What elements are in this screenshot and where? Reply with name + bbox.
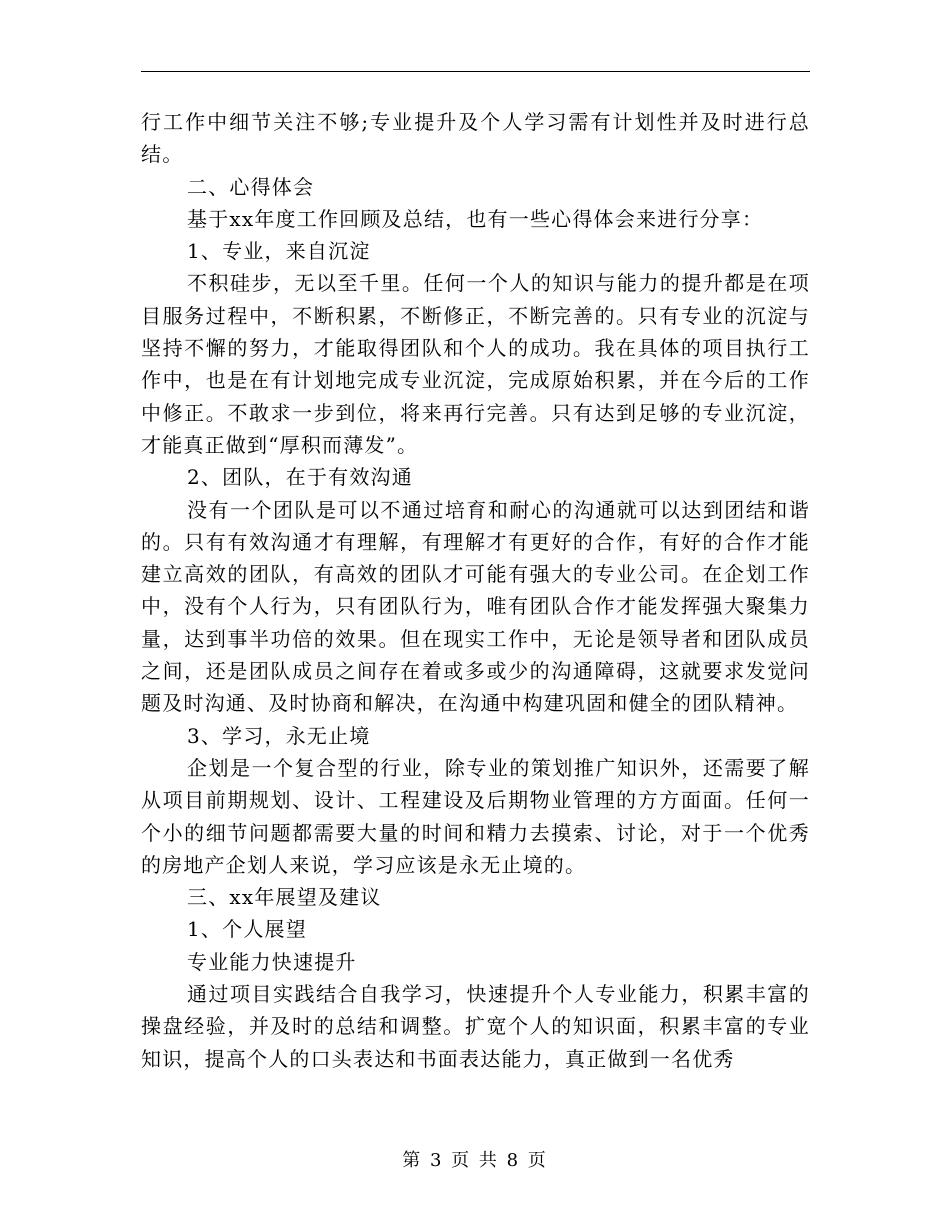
subheading-personal-outlook: 1、个人展望 (187, 917, 307, 942)
page-number: 第 3 页 共 8 页 (402, 1150, 548, 1171)
subheading-learning: 3、学习，永无止境 (187, 723, 371, 748)
header-rule (141, 71, 810, 72)
paragraph: 通过项目实践结合自我学习，快速提升个人专业能力，积累丰富的操盘经验，并及时的总结和调整。扩宽个人的知识面，积累丰富的专业知识，提高个人的口头表达和书面表达能力，真正做到一名优秀 (141, 982, 810, 1071)
paragraph: 不积硅步，无以至千里。任何一个人的知识与能力的提升都是在项目服务过程中，不断积累，不断修正，不断完善的。只有专业的沉淀与坚持不懈的努力，才能取得团队和个人的成功。我在具体的项目执行工作中，也是在有计划地完成专业沉淀，完成原始积累，并在今后的工作中修正。不敢求一步到位，将来再行完善。只有达到足够的专业沉淀，才能真正做到“厚积而薄发”。 (141, 271, 810, 457)
section-heading-outlook: 三、xx年展望及建议 (187, 885, 382, 910)
paragraph: 没有一个团队是可以不通过培育和耐心的沟通就可以达到团结和谐的。只有有效沟通才有理解，有理解才有更好的合作，有好的合作才能建立高效的团队，有高效的团队才可能有强大的专业公司。在企划工作中，没有个人行为，只有团队行为，唯有团队合作才能发挥强大聚集力量，达到事半功倍的效果。但在现实工作中，无论是领导者和团队成员之间，还是团队成员之间存在着或多或少的沟通障碍，这就要求发觉问题及时沟通、及时协商和解决，在沟通中构建巩固和健全的团队精神。 (141, 497, 810, 716)
paragraph: 基于xx年度工作回顾及总结，也有一些心得体会来进行分享： (187, 206, 764, 231)
section-heading-experience: 二、心得体会 (187, 174, 315, 199)
document-body (141, 106, 810, 1075)
subheading-professional: 1、专业，来自沉淀 (187, 239, 371, 264)
subheading-team: 2、团队，在于有效沟通 (187, 465, 413, 490)
paragraph: 企划是一个复合型的行业，除专业的策划推广知识外，还需要了解从项目前期规划、设计、工程建设及后期物业管理的方方面面。任何一个小的细节问题都需要大量的时间和精力去摸索、讨论，对于一个优秀的房地产企划人来说，学习应该是永无止境的。 (141, 755, 810, 877)
paragraph: 行工作中细节关注不够;专业提升及个人学习需有计划性并及时进行总结。 (141, 110, 810, 167)
subheading-skill-growth: 专业能力快速提升 (187, 949, 357, 974)
